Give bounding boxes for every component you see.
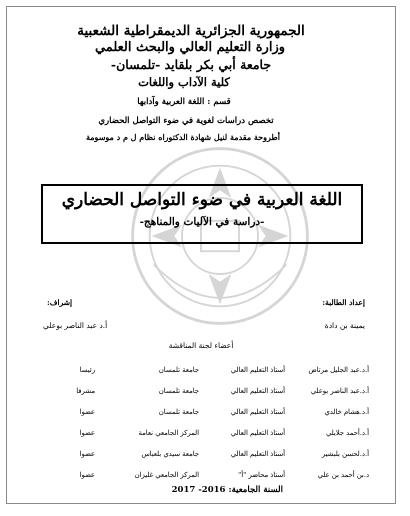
department-name: قسم : اللغة العربية وآدابها [137,97,231,108]
thesis-title-box [41,184,363,244]
thesis-title: اللغة العربية في ضوء التواصل الحضاري [61,190,343,210]
member-name: أ.د.عبد الجليل مرتاض [308,365,369,374]
member-name: د.بن أحمد بن علي [317,470,369,479]
table-row [43,464,369,485]
university-name: جامعة أبي بكر بلقايد -تلمسان- [110,57,272,73]
table-row [43,380,369,401]
table-row [43,401,369,422]
member-rank: أستاذ التعليم العالي [230,365,285,374]
member-name: أ.د.لحسن بلبشير [321,449,369,458]
member-name: أ.د.هشام خالدي [324,407,369,416]
member-institution: المركز الجامعي غليزان [134,470,199,479]
member-institution: المركز الجامعي نعامة [138,428,199,437]
table-row [43,443,369,464]
table-row [43,422,369,443]
member-role: مشرفا [76,386,95,395]
document-page [6,6,396,504]
supervisor-name: أ.د عبد الناصر بوعلي [43,321,108,330]
member-institution: جامعة تلمسان [158,365,199,374]
member-institution: جامعة سيدي بلعباس [141,449,199,458]
committee-table [43,359,369,485]
member-name: أ.د.عبد الناصر بوعلي [310,386,369,395]
member-role: عضوا [79,449,95,458]
faculty-name: كلية الآداب واللغات [138,74,230,89]
member-rank: أستاذ التعليم العالي [230,428,285,437]
member-role: رئيسا [79,365,95,374]
member-rank: أستاذ التعليم العالي [230,449,285,458]
academic-year [172,485,283,495]
academic-year-label: السنة الجامعية: [228,485,283,495]
ministry-name: وزارة التعليم العالي والبحث العلمي [94,39,286,55]
academic-year-value: 2016- 2017 [171,485,226,495]
student-label: إعداد الطالبة: [322,298,365,307]
thesis-statement: أطروحة مقدمة لنيل شهادة الدكتوراه نظام ل م د موسومة [85,132,280,143]
committee-title: أعضاء لجنة المناقشة [168,341,234,350]
member-rank: أستاذ محاضر "أ" [238,470,285,479]
member-institution: جامعة تلمسان [158,386,199,395]
member-rank: أستاذ التعليم العالي [230,407,285,416]
member-role: عضوا [79,428,95,437]
member-role: عضوا [79,407,95,416]
institution-header [27,23,375,142]
member-role: عضوا [79,470,95,479]
member-name: أ.د.أحمد جلايلي [325,428,369,437]
student-name: يمينة بن دادة [324,321,365,330]
member-rank: أستاذ التعليم العالي [230,386,285,395]
member-institution: جامعة تلمسان [158,407,199,416]
supervisor-label: إشراف: [47,298,73,307]
thesis-subtitle: -دراسة في الآليات والمناهج- [139,216,265,228]
specialization: تخصص دراسات لغوية في ضوء التواصل الحضاري [98,115,274,126]
country-name: الجمهورية الجزائرية الديمقراطية الشعبية [77,23,305,39]
table-row [43,359,369,380]
